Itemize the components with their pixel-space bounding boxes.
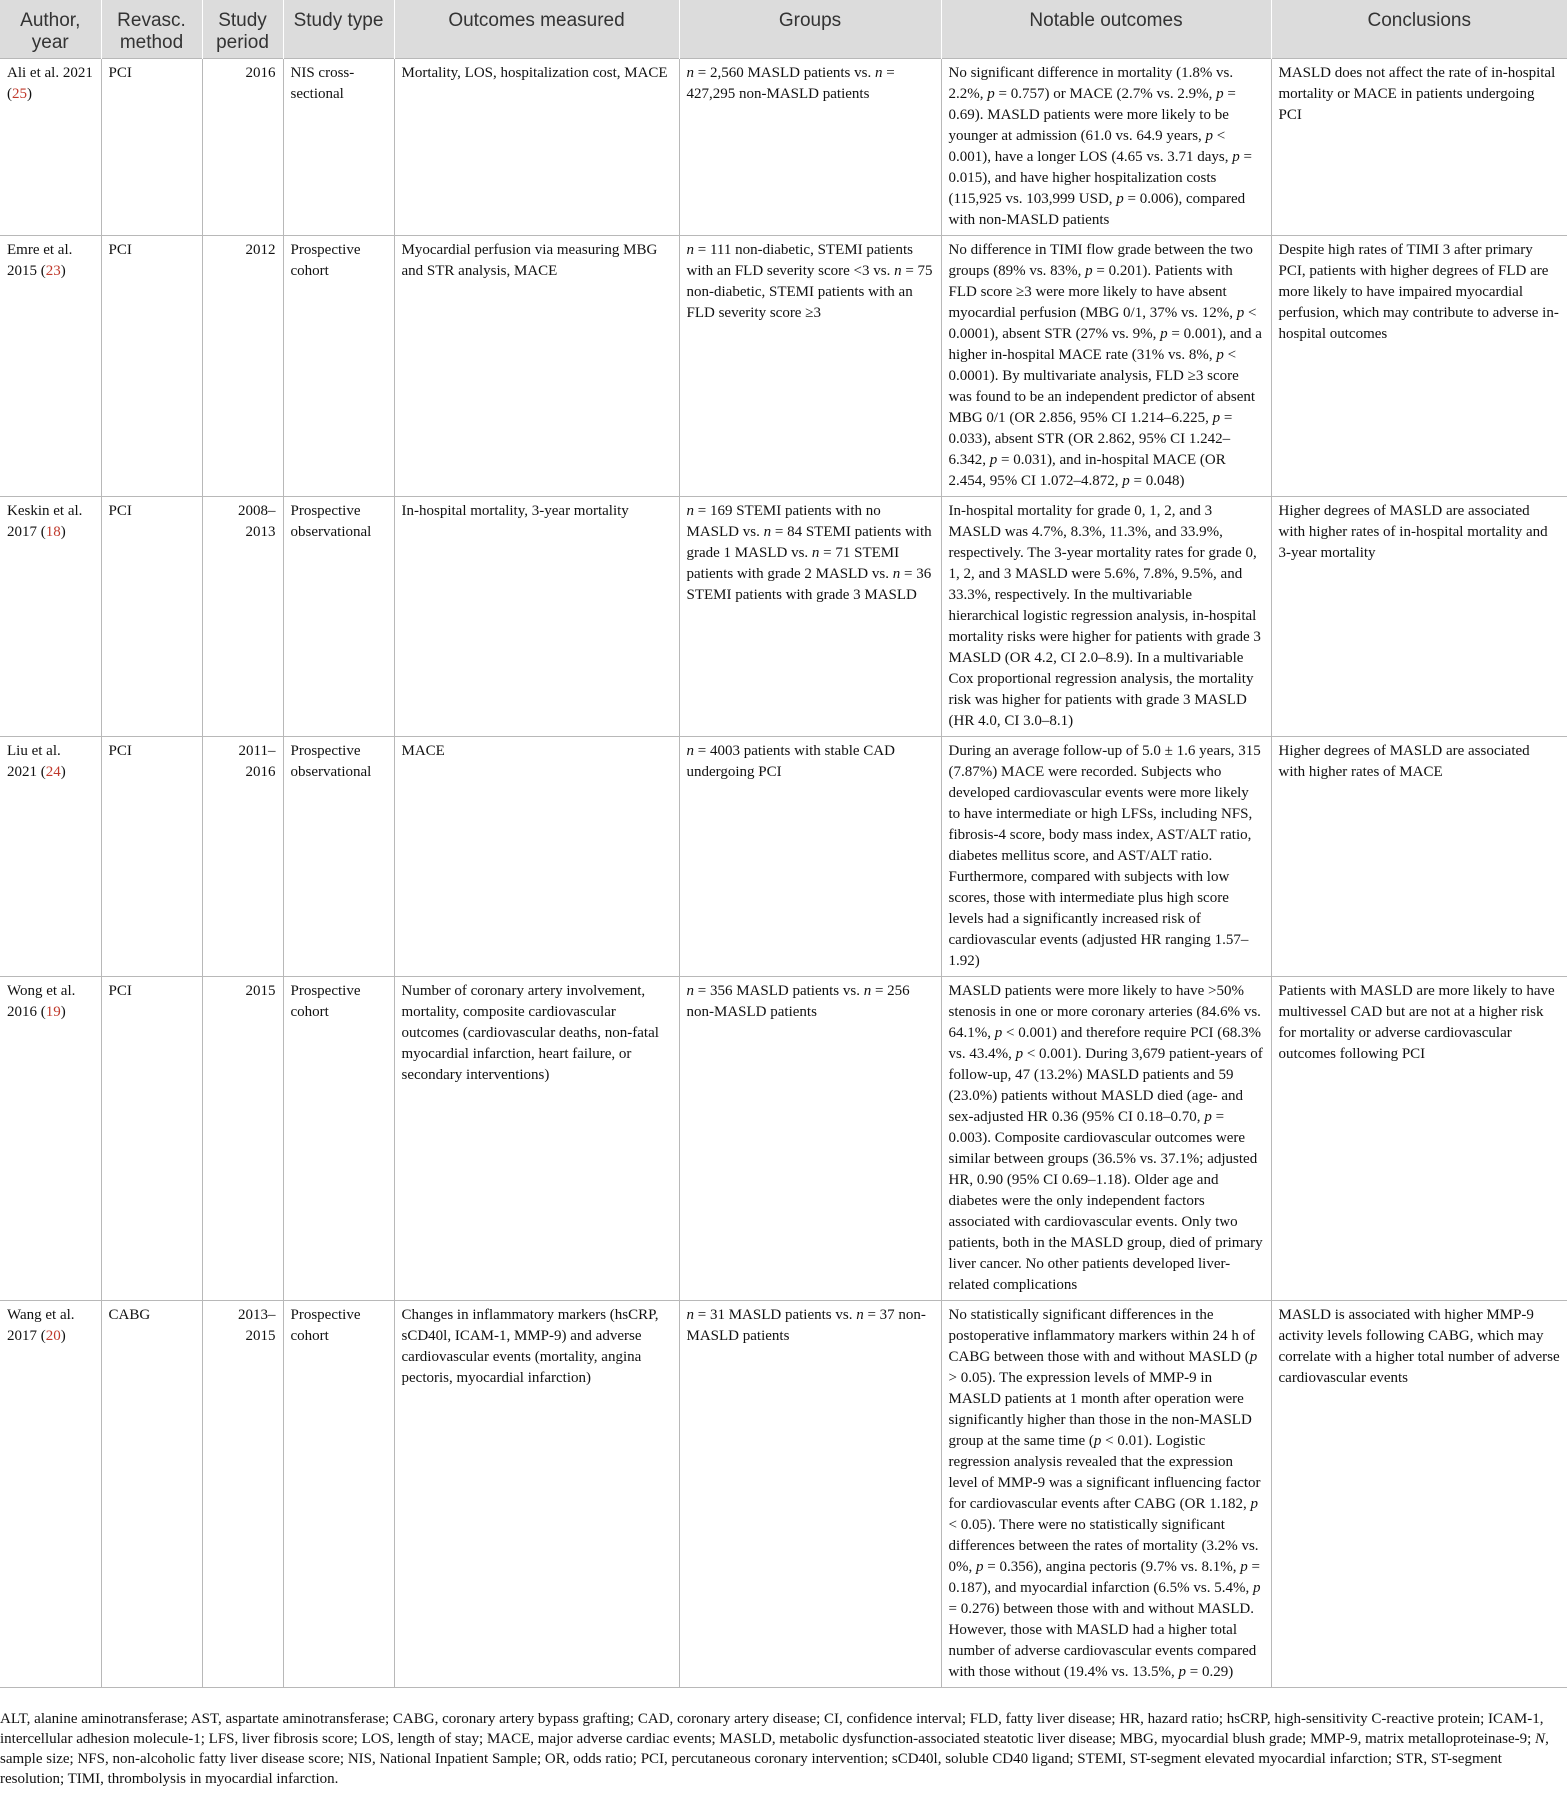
cell-groups: n = 169 STEMI patients with no MASLD vs. n = 84 STEMI patients with grade 1 MASLD vs. n = 71 STEMI patients with grade 2 MASLD vs. n = 36 STEMI patients with grade 3 MASLD (679, 497, 941, 737)
header-notable: Notable outcomes (941, 0, 1271, 59)
cell-notable-outcomes: No statistically significant differences in the postoperative inflammatory markers within 24 h of CABG between those with and without MASLD (p > 0.05). The expression levels of MMP-9 in MASLD patients at 1 month after operation were significantly higher than those in the non-MASLD group at the same time (p < 0.01). Logistic regression analysis revealed that the expression level of MMP-9 was a significant influencing factor for cardiovascular events after CABG (OR 1.182, p < 0.05). There were no statistically significant differences between the rates of mortality (3.2% vs. 0%, p = 0.356), angina pectoris (9.7% vs. 8.1%, p = 0.187), and myocardial infarction (6.5% vs. 5.4%, p = 0.276) between those with and without MASLD. However, those with MASLD had a higher total number of adverse cardiovascular events compared with those without (19.4% vs. 13.5%, p = 0.29) (941, 1301, 1271, 1688)
cell-period: 2013–2015 (202, 1301, 283, 1688)
cell-notable-outcomes: During an average follow-up of 5.0 ± 1.6 years, 315 (7.87%) MACE were recorded. Subjects who developed cardiovascular events were more likely to have intermediate or high LFSs, including NFS, fibrosis-4 score, body mass index, AST/ALT ratio, diabetes mellitus score, and AST/ALT ratio. Furthermore, compared with subjects with low scores, those with intermediate plus high score levels had a significantly increased risk of cardiovascular events (adjusted HR ranging 1.57–1.92) (941, 737, 1271, 977)
author-year: Wong et al. 2016 (7, 983, 76, 1020)
cell-outcomes: Myocardial perfusion via measuring MBG and STR analysis, MACE (394, 236, 679, 497)
header-conclusions: Conclusions (1271, 0, 1567, 59)
author-year: Ali et al. 2021 (7, 65, 93, 81)
cell-author: Wong et al. 2016 (19) (0, 977, 101, 1301)
cell-outcomes: In-hospital mortality, 3-year mortality (394, 497, 679, 737)
cell-study-type: Prospective cohort (283, 1301, 394, 1688)
cell-groups: n = 2,560 MASLD patients vs. n = 427,295 non-MASLD patients (679, 59, 941, 236)
cell-outcomes: Changes in inflammatory markers (hsCRP, sCD40l, ICAM-1, MMP-9) and adverse cardiovascular events (mortality, angina pectoris, myocardial infarction) (394, 1301, 679, 1688)
reference-link[interactable]: 19 (45, 1004, 61, 1020)
header-type: Study type (283, 0, 394, 59)
cell-author: Keskin et al. 2017 (18) (0, 497, 101, 737)
cell-period: 2011–2016 (202, 737, 283, 977)
reference-link[interactable]: 23 (45, 263, 61, 279)
cell-method: PCI (101, 59, 202, 236)
cell-outcomes: Number of coronary artery involvement, mortality, composite cardiovascular outcomes (cardiovascular deaths, non-fatal myocardial infarction, heart failure, or secondary interventions) (394, 977, 679, 1301)
cell-method: PCI (101, 497, 202, 737)
header-outcomes: Outcomes measured (394, 0, 679, 59)
table-row (0, 236, 1567, 497)
author-year: Wang et al. 2017 (7, 1307, 75, 1344)
author-year: Keskin et al. 2017 (7, 503, 83, 540)
cell-method: CABG (101, 1301, 202, 1688)
cell-groups: n = 31 MASLD patients vs. n = 37 non-MASLD patients (679, 1301, 941, 1688)
cell-period: 2008–2013 (202, 497, 283, 737)
table-footnote (0, 1709, 1560, 1789)
cell-conclusion: Higher degrees of MASLD are associated with higher rates of MACE (1271, 737, 1567, 977)
cell-conclusion: Despite high rates of TIMI 3 after primary PCI, patients with higher degrees of FLD are more likely to have impaired myocardial perfusion, which may contribute to adverse in-hospital outcomes (1271, 236, 1567, 497)
cell-notable-outcomes: No significant difference in mortality (1.8% vs. 2.2%, p = 0.757) or MACE (2.7% vs. 2.9%, p = 0.69). MASLD patients were more likely to be younger at admission (61.0 vs. 64.9 years, p < 0.001), have a longer LOS (4.65 vs. 3.71 days, p = 0.015), and have higher hospitalization costs (115,925 vs. 103,999 USD, p = 0.006), compared with non-MASLD patients (941, 59, 1271, 236)
table-row (0, 497, 1567, 737)
reference-link[interactable]: 18 (45, 524, 61, 540)
cell-method: PCI (101, 977, 202, 1301)
cell-author: Wang et al. 2017 (20) (0, 1301, 101, 1688)
cell-notable-outcomes: No difference in TIMI flow grade between the two groups (89% vs. 83%, p = 0.201). Patients with FLD score ≥3 were more likely to have absent myocardial perfusion (MBG 0/1, 37% vs. 12%, p < 0.0001), absent STR (27% vs. 9%, p = 0.001), and a higher in-hospital MACE rate (31% vs. 8%, p < 0.0001). By multivariate analysis, FLD ≥3 score was found to be an independent predictor of absent MBG 0/1 (OR 2.856, 95% CI 1.214–6.225, p = 0.033), absent STR (OR 2.862, 95% CI 1.242–6.342, p = 0.031), and in-hospital MACE (OR 2.454, 95% CI 1.072–4.872, p = 0.048) (941, 236, 1271, 497)
header-period: Study period (202, 0, 283, 59)
cell-outcomes: MACE (394, 737, 679, 977)
cell-method: PCI (101, 737, 202, 977)
reference-link[interactable]: 24 (45, 764, 61, 780)
cell-period: 2016 (202, 59, 283, 236)
cell-period: 2012 (202, 236, 283, 497)
cell-author: Liu et al. 2021 (24) (0, 737, 101, 977)
footnote-text: ALT, alanine aminotransferase; AST, aspartate aminotransferase; CABG, coronary artery bypass grafting; CAD, coronary artery disease; CI, confidence interval; FLD, fatty liver disease; HR, hazard ratio; hsCRP, high-sensitivity C-reactive protein; ICAM-1, intercellular adhesion molecule-1; LFS, liver fibrosis score; LOS, length of stay; MACE, major adverse cardiac events; MASLD, metabolic dysfunction-associated steatotic liver disease; MBG, myocardial blush grade; MMP-9, matrix metalloproteinase-9; N, sample size; NFS, non-alcoholic fatty liver disease score; NIS, National Inpatient Sample; OR, odds ratio; PCI, percutaneous coronary intervention; sCD40l, soluble CD40 ligand; STEMI, ST-segment elevated myocardial infarction; STR, ST-segment resolution; TIMI, thrombolysis in myocardial infarction. (0, 1711, 1549, 1787)
cell-outcomes: Mortality, LOS, hospitalization cost, MACE (394, 59, 679, 236)
cell-method: PCI (101, 236, 202, 497)
cell-author: Ali et al. 2021 (25) (0, 59, 101, 236)
cell-study-type: Prospective observational (283, 497, 394, 737)
cell-conclusion: Patients with MASLD are more likely to have multivessel CAD but are not at a higher risk for mortality or adverse cardiovascular outcomes following PCI (1271, 977, 1567, 1301)
cell-study-type: Prospective cohort (283, 236, 394, 497)
cell-conclusion: MASLD does not affect the rate of in-hospital mortality or MACE in patients undergoing PCI (1271, 59, 1567, 236)
header-method: Revasc. method (101, 0, 202, 59)
cell-study-type: Prospective observational (283, 737, 394, 977)
cell-groups: n = 4003 patients with stable CAD undergoing PCI (679, 737, 941, 977)
cell-notable-outcomes: In-hospital mortality for grade 0, 1, 2, and 3 MASLD was 4.7%, 8.3%, 11.3%, and 33.9%, respectively. The 3-year mortality rates for grade 0, 1, 2, and 3 MASLD were 5.6%, 7.8%, 9.5%, and 33.3%, respectively. In the multivariable hierarchical logistic regression analysis, in-hospital mortality risks were higher for patients with grade 3 MASLD (OR 4.2, CI 2.0–8.9). In a multivariable Cox proportional regression analysis, the mortality risk was higher for patients with grade 3 MASLD (HR 4.0, CI 3.0–8.1) (941, 497, 1271, 737)
author-year: Emre et al. 2015 (7, 242, 73, 279)
table-body (0, 59, 1567, 1688)
cell-study-type: NIS cross-sectional (283, 59, 394, 236)
cell-period: 2015 (202, 977, 283, 1301)
table-row (0, 737, 1567, 977)
cell-conclusion: MASLD is associated with higher MMP-9 activity levels following CABG, which may correlate with a higher total number of adverse cardiovascular events (1271, 1301, 1567, 1688)
cell-groups: n = 356 MASLD patients vs. n = 256 non-MASLD patients (679, 977, 941, 1301)
table-row (0, 59, 1567, 236)
reference-link[interactable]: 25 (12, 86, 27, 102)
header-row (0, 0, 1567, 59)
table-row (0, 1301, 1567, 1688)
header-author: Author, year (0, 0, 101, 59)
cell-conclusion: Higher degrees of MASLD are associated with higher rates of in-hospital mortality and 3-year mortality (1271, 497, 1567, 737)
cell-author: Emre et al. 2015 (23) (0, 236, 101, 497)
header-groups: Groups (679, 0, 941, 59)
cell-study-type: Prospective cohort (283, 977, 394, 1301)
table-row (0, 977, 1567, 1301)
cell-groups: n = 111 non-diabetic, STEMI patients with an FLD severity score <3 vs. n = 75 non-diabetic, STEMI patients with an FLD severity score ≥3 (679, 236, 941, 497)
reference-link[interactable]: 20 (45, 1328, 61, 1344)
author-year: Liu et al. 2021 (7, 743, 61, 780)
cell-notable-outcomes: MASLD patients were more likely to have >50% stenosis in one or more coronary arteries (84.6% vs. 64.1%, p < 0.001) and therefore require PCI (68.3% vs. 43.4%, p < 0.001). During 3,679 patient-years of follow-up, 47 (13.2%) MASLD patients and 59 (23.0%) patients without MASLD died (age- and sex-adjusted HR 0.36 (95% CI 0.18–0.70, p = 0.003). Composite cardiovascular outcomes were similar between groups (36.5% vs. 37.1%; adjusted HR, 0.90 (95% CI 0.69–1.18). Older age and diabetes were the only independent factors associated with cardiovascular events. Only two patients, both in the MASLD group, died of primary liver cancer. No other patients developed liver-related complications (941, 977, 1271, 1301)
